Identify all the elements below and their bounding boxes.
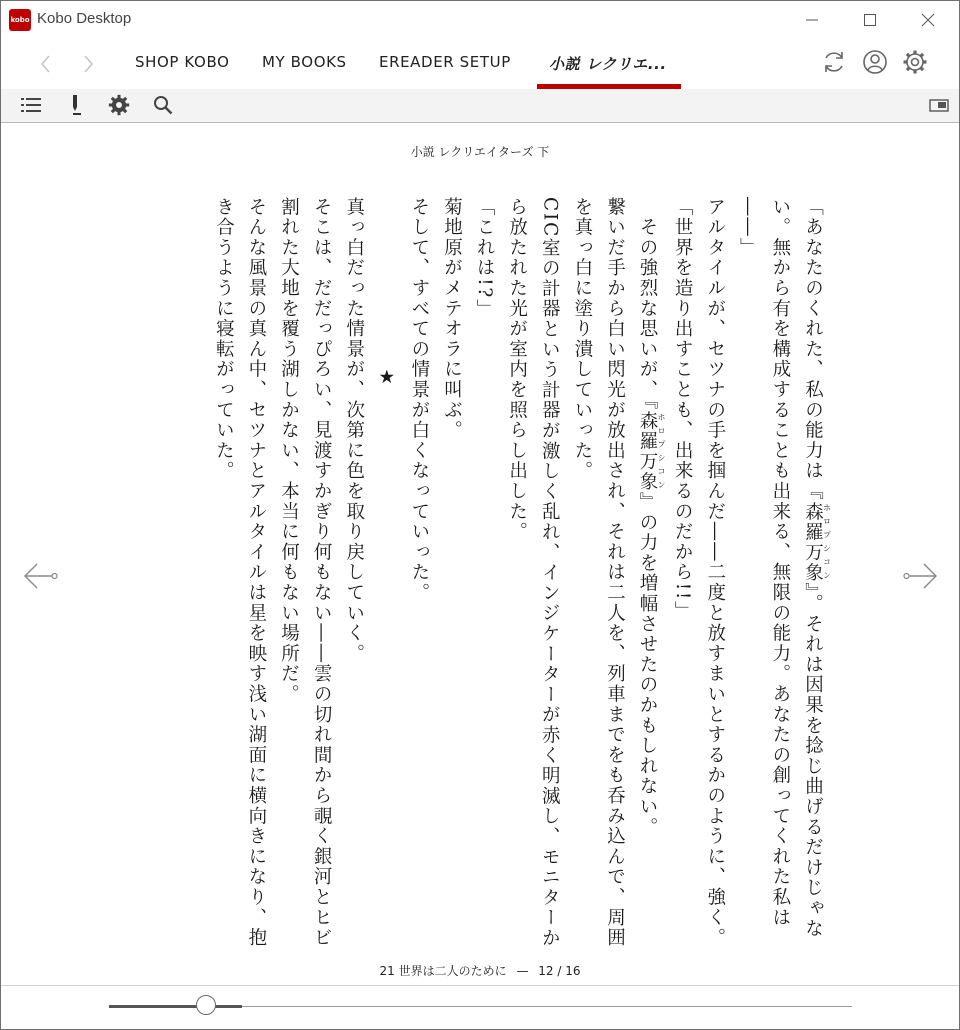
paragraph: 真っ白だった情景が、次第に色を取り戻していく。 bbox=[343, 197, 365, 664]
footer-separator: — bbox=[516, 964, 529, 978]
chevron-left-icon bbox=[40, 54, 52, 74]
display-mode-button[interactable] bbox=[927, 93, 951, 117]
user-icon bbox=[862, 49, 888, 75]
minimize-button[interactable] bbox=[789, 5, 835, 35]
arrow-right-icon bbox=[902, 562, 938, 590]
gear-icon bbox=[902, 49, 928, 75]
reading-progress-thumb[interactable] bbox=[196, 995, 216, 1015]
chevron-right-icon bbox=[82, 54, 94, 74]
gear-icon bbox=[108, 94, 130, 116]
table-of-contents-button[interactable] bbox=[19, 93, 43, 117]
paragraph: CIC室の計器という計器が激しく乱れ、インジケーターが赤く明滅し、モニターから放たれた光が室内を照らし出した。 bbox=[506, 197, 561, 949]
reading-toolbar bbox=[1, 89, 959, 123]
scene-break-star: ★ bbox=[376, 367, 398, 390]
main-nav-bar bbox=[1, 39, 959, 89]
tab-current-book[interactable]: 小説 レクリエ... bbox=[549, 55, 667, 73]
footer-divider bbox=[1, 985, 959, 986]
ruby-base: 森羅万象 bbox=[637, 411, 659, 493]
paragraph: 「あなたのくれた、私の能力は『森羅万象 ホロプシコン』。それは因果を捻じ曲げるだけじゃない。無から有を構成することも出来る、無限の能力。あなたの創ってくれた私は――」 bbox=[737, 197, 832, 939]
tab-shop-kobo[interactable]: SHOP KOBO bbox=[135, 53, 230, 71]
sync-icon bbox=[821, 49, 847, 75]
close-icon bbox=[921, 13, 935, 27]
arrow-left-icon bbox=[23, 562, 59, 590]
ruby-reading: ホロプシコン bbox=[822, 501, 832, 583]
kobo-logo: kobo bbox=[9, 9, 31, 31]
page-indicator: 12 / 16 bbox=[538, 964, 581, 978]
forward-button[interactable] bbox=[76, 52, 100, 76]
chapter-title: 21 世界は二人のために bbox=[379, 964, 507, 978]
paragraph: そんな風景の真ん中、セツナとアルタイルは星を映す浅い湖面に横向きになり、抱き合うように寝転がっていた。 bbox=[213, 197, 267, 949]
paragraph: 繋いだ手から白い閃光が放出され、それは二人を、列車までをも呑み込んで、周囲を真っ白に塗り潰していった。 bbox=[571, 197, 626, 949]
paragraph: そして、すべての情景が白くなっていった。 bbox=[408, 197, 430, 603]
highlighter-icon bbox=[67, 94, 83, 116]
search-icon bbox=[153, 95, 173, 115]
previous-page-button[interactable] bbox=[23, 561, 59, 591]
back-button[interactable] bbox=[34, 52, 58, 76]
paragraph: 「これは!?」 bbox=[474, 197, 496, 320]
maximize-button[interactable] bbox=[847, 5, 893, 35]
maximize-icon bbox=[863, 13, 877, 27]
settings-button[interactable] bbox=[901, 48, 929, 76]
book-title-header: 小説 レクリエイターズ 下 bbox=[410, 145, 550, 159]
chapter-page-footer bbox=[1, 962, 959, 979]
paragraph: 菊地原がメテオラに叫ぶ。 bbox=[441, 197, 463, 441]
search-button[interactable] bbox=[151, 93, 175, 117]
paragraph: そこは、だだっぴろい、見渡すかぎり何もない――雲の切れ間から覗く銀河とヒビ割れた大地を覆う湖しかない、本当に何もない場所だ。 bbox=[278, 197, 333, 949]
paragraph: アルタイルが、セツナの手を掴んだ――二度と放すまいとするかのように、強く。 bbox=[704, 197, 726, 949]
next-page-button[interactable] bbox=[902, 561, 938, 591]
paragraph: 「世界を造り出すことも、出来るのだから!!」 bbox=[672, 197, 694, 622]
account-button[interactable] bbox=[861, 48, 889, 76]
ruby-reading: ホロプシコン bbox=[657, 411, 667, 493]
annotations-button[interactable] bbox=[63, 93, 87, 117]
title-bar bbox=[1, 1, 959, 39]
reading-settings-button[interactable] bbox=[107, 93, 131, 117]
list-icon bbox=[21, 96, 41, 114]
paragraph: その強烈な思いが、『森羅万象 ホロプシコン』の力を増幅させたのかもしれない。 bbox=[637, 197, 667, 838]
app-title: Kobo Desktop bbox=[37, 10, 132, 27]
page-layout-icon bbox=[929, 97, 949, 113]
minimize-icon bbox=[805, 13, 819, 27]
tab-ereader-setup[interactable]: EREADER SETUP bbox=[379, 53, 511, 71]
tab-my-books[interactable]: MY BOOKS bbox=[262, 53, 347, 71]
ruby-base: 森羅万象 bbox=[802, 501, 824, 583]
sync-button[interactable] bbox=[820, 48, 848, 76]
vertical-book-text bbox=[207, 197, 831, 957]
reading-progress-fill bbox=[109, 1005, 242, 1008]
close-window-button[interactable] bbox=[905, 5, 951, 35]
